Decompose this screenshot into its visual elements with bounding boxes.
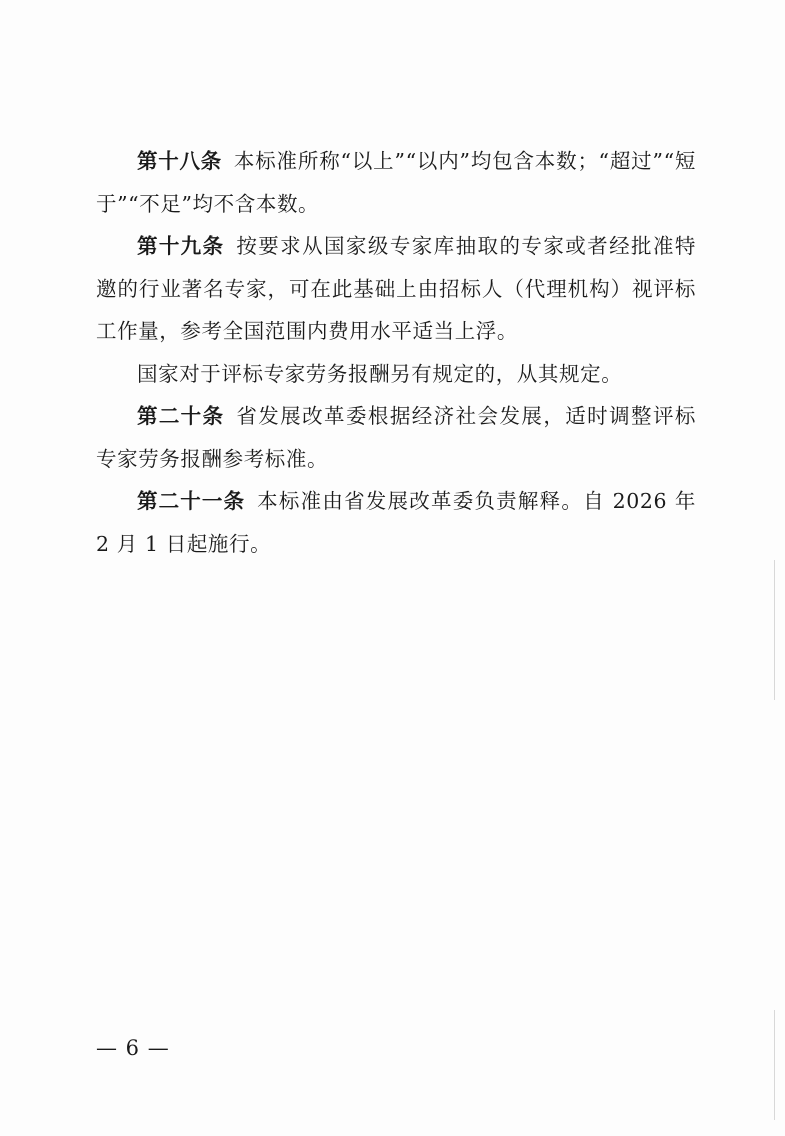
- article-20: [96, 395, 696, 480]
- article-text: 本标准由省发展改革委负责解释。自 2026 年 2 月 1 日起施行。: [96, 489, 696, 556]
- article-text: 本标准所称“以上”“以内”均包含本数；“超过”“短于”“不足”均不含本数。: [96, 149, 696, 216]
- page-number: — 6 —: [96, 1036, 170, 1060]
- article-number: 第十八条: [137, 149, 222, 173]
- article-number: 第二十一条: [137, 489, 246, 513]
- article-number: 第十九条: [137, 234, 225, 258]
- article-19-supplement: [96, 353, 696, 396]
- article-text: 按要求从国家级专家库抽取的专家或者经批准特邀的行业著名专家，可在此基础上由招标人（代理机构）视评标工作量，参考全国范围内费用水平适当上浮。: [96, 234, 697, 343]
- scan-edge-line: [774, 1010, 775, 1120]
- document-body: [96, 140, 696, 565]
- article-18: [96, 140, 696, 225]
- article-text: 国家对于评标专家劳务报酬另有规定的，从其规定。: [137, 361, 623, 386]
- article-number: 第二十条: [137, 404, 225, 428]
- article-21: [96, 480, 696, 565]
- article-text: 省发展改革委根据经济社会发展，适时调整评标专家劳务报酬参考标准。: [96, 404, 697, 471]
- article-19: [96, 225, 696, 353]
- scan-edge-line: [774, 560, 775, 700]
